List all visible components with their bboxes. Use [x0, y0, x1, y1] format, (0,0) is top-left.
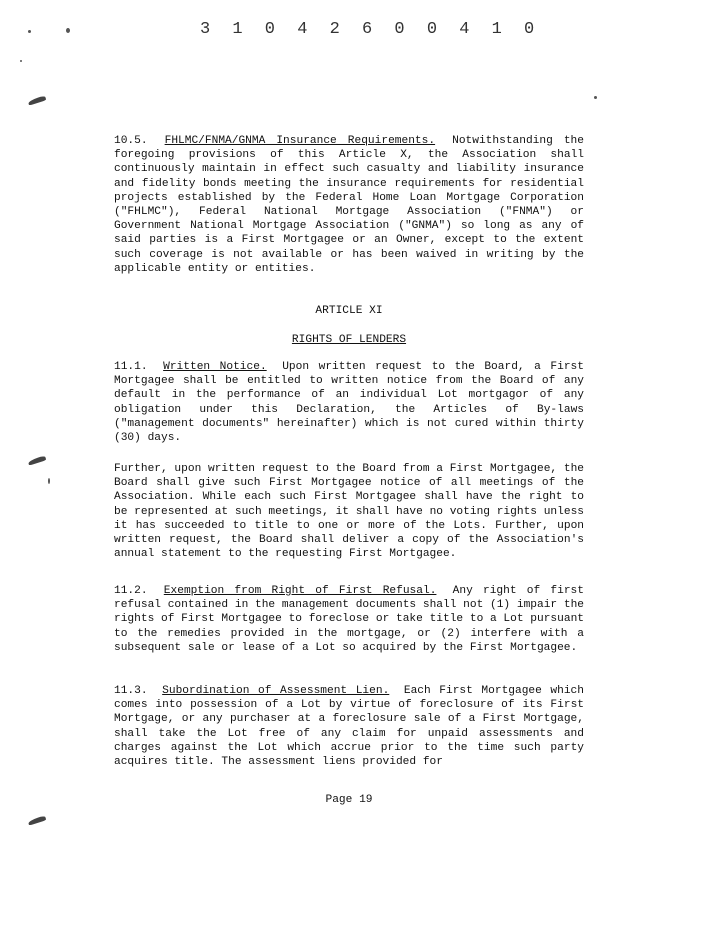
- section-11-2: [114, 584, 584, 655]
- section-11-1: [114, 360, 584, 445]
- scan-speck: [20, 60, 22, 62]
- section-text: Upon written request to the Board, a First Mortgagee shall be entitled to written notice from the Board of any default in the performance of an individual Lot mortgagor of any obligation under this Declaration, the Articles of By-laws ("management documents" hereinafter) which is not cured within thirty (30) days.: [114, 361, 584, 445]
- section-number: 11.1.: [114, 361, 148, 373]
- section-number: 11.3.: [114, 685, 148, 697]
- section-title: Written Notice.: [163, 361, 267, 373]
- scan-speck: [594, 96, 597, 99]
- section-title: Exemption from Right of First Refusal.: [163, 585, 437, 597]
- paragraph-text: Further, upon written request to the Board from a First Mortgagee, the Board shall give such First Mortgagee notice of all meetings of the Association. While each such First Mortgagee shall have the right to be represented at such meetings, it shall have no voting rights unless it has succeeded to title to one or more of the Lots. Further, upon written request, the Board shall deliver a copy of the Association's annual statement to the requesting First Mortgagee.: [114, 463, 584, 561]
- section-title: FHLMC/FNMA/GNMA Insurance Requirements.: [164, 135, 436, 147]
- section-11-3: [114, 684, 584, 769]
- section-title: Subordination of Assessment Lien.: [162, 685, 390, 697]
- punch-hole-mark: [28, 95, 47, 105]
- article-subtitle: [114, 334, 584, 346]
- scan-speck: [48, 478, 50, 484]
- section-11-1-paragraph-2: [114, 462, 584, 561]
- section-text: Notwithstanding the foregoing provisions of this Article X, the Association shall continuously maintain in effect such casualty and liability insurance and fidelity bonds meeting the insurance requirements for residential projects established by the Federal Home Loan Mortgage Corporation ("FHLMC"), Federal National Mortgage Association ("FNMA") or Government National Mortgage Association ("GNMA") so long as any of said parties is a First Mortgagee or an Owner, except to the extent such coverage is not available or has been waived in writing by the applicable entity or entities.: [114, 135, 584, 275]
- section-text: Each First Mortgagee which comes into possession of a Lot by virtue of foreclosure of its First Mortgage, or any purchaser at a foreclosure sale of a First Mortgage, shall take the Lot free of any claim for unpaid assessments and charges against the Lot which accrue prior to the time such party acquires title. The assessment liens provided for: [114, 685, 584, 769]
- punch-hole-mark: [28, 455, 47, 465]
- article-subtitle-text: RIGHTS OF LENDERS: [291, 334, 407, 346]
- page-number: Page 19: [325, 794, 373, 806]
- document-number: 3 1 0 4 2 6 0 0 4 1 0: [200, 20, 541, 39]
- article-title: ARTICLE XI: [315, 305, 383, 317]
- section-10-5: [114, 134, 584, 276]
- punch-hole-mark: [28, 815, 47, 825]
- scan-speck: [28, 30, 31, 33]
- section-text: Any right of first refusal contained in the management documents shall not (1) impair the rights of First Mortgagee to foreclose or take title to a Lot pursuant to the remedies provided in the mortgage, or (2) interfere with a subsequent sale or lease of a Lot so acquired by the First Mortgagee.: [114, 585, 584, 654]
- scan-speck: [66, 28, 70, 33]
- section-number: 11.2.: [114, 585, 148, 597]
- section-number: 10.5.: [114, 135, 148, 147]
